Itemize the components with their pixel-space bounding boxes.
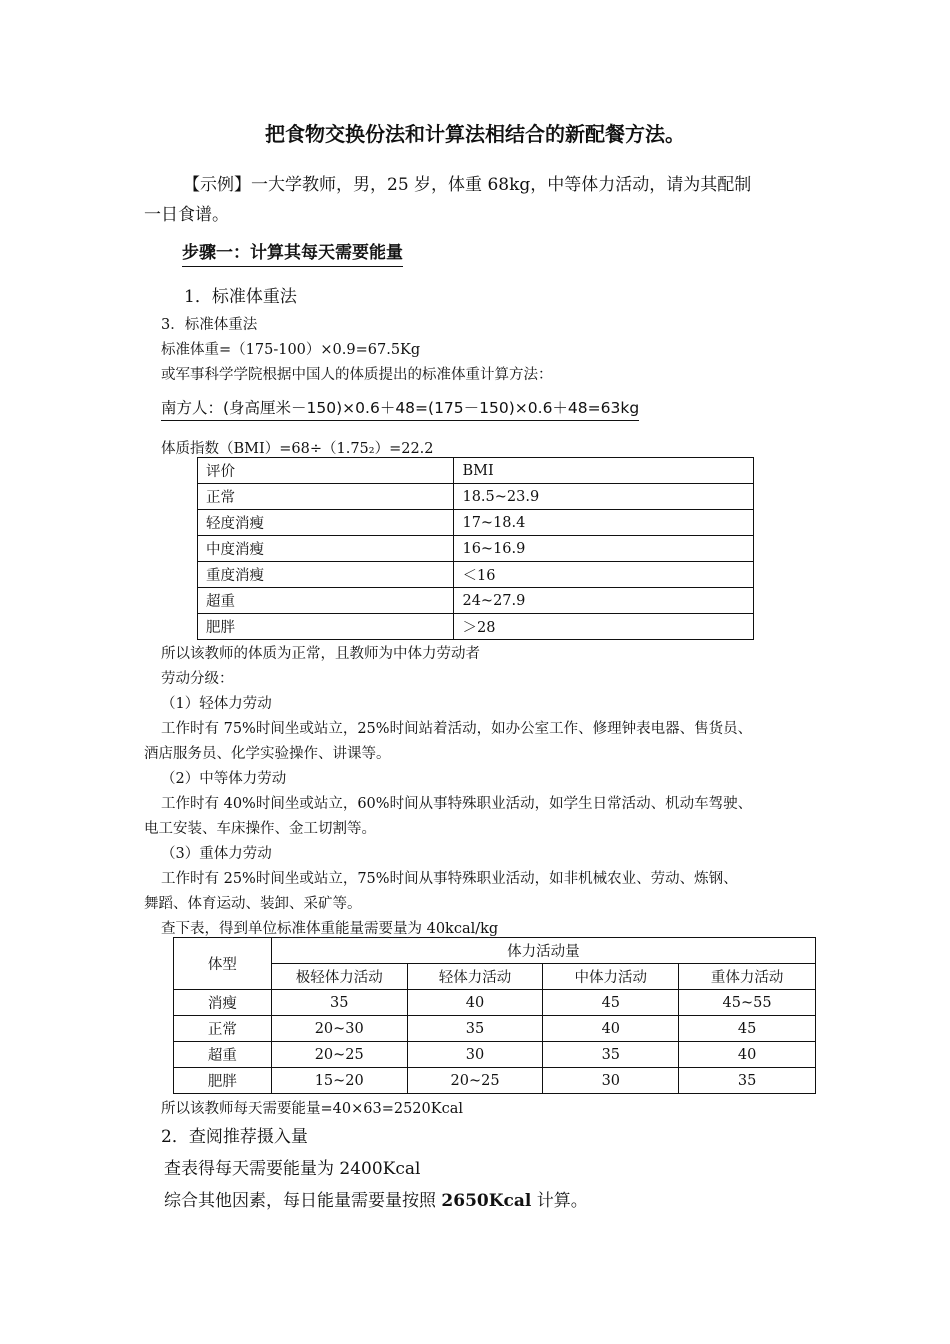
labor-grade-heading: 劳动分级： <box>161 671 234 687</box>
military-method-note: 或军事科学学院根据中国人的体质提出的标准体重计算方法： <box>161 367 553 383</box>
table-row <box>198 536 754 562</box>
table-cell: 45~55 <box>679 990 816 1016</box>
method-standard-weight: 1．标准体重法 <box>184 287 297 307</box>
light-labor-title: （1）轻体力劳动 <box>161 696 272 712</box>
table-cell: 24~27.9 <box>454 588 754 614</box>
table-cell: 35 <box>271 990 407 1016</box>
heavy-labor-desc-2: 舞蹈、体育运动、装卸、采矿等。 <box>144 896 362 912</box>
medium-labor-desc-1: 工作时有 40%时间坐或站立，60%时间从事特殊职业活动，如学生日常活动、机动车驾驶、 <box>161 796 753 812</box>
document-title: 把食物交换份法和计算法相结合的新配餐方法。 <box>265 122 685 146</box>
activity-header: 体力活动量 <box>271 938 815 964</box>
step-one-heading: 步骤一：计算其每天需要能量 <box>182 238 403 267</box>
table-lookup-result: 查表得每天需要能量为 2400Kcal <box>164 1159 421 1179</box>
body-type-header: 体型 <box>174 938 272 990</box>
constitution-conclusion: 所以该教师的体质为正常，且教师为中体力劳动者 <box>161 646 480 662</box>
table-cell: 消瘦 <box>174 990 272 1016</box>
table-row <box>198 510 754 536</box>
final-prefix: 综合其他因素，每日能量需要量按照 <box>164 1191 442 1211</box>
table-cell: 20~25 <box>271 1042 407 1068</box>
table-cell: 正常 <box>174 1016 272 1042</box>
table-cell: 35 <box>543 1042 679 1068</box>
lookup-line: 查下表，得到单位标准体重能量需要量为 40kcal/kg <box>161 921 499 937</box>
table-cell: 18.5~23.9 <box>454 484 754 510</box>
example-line-2: 一日食谱。 <box>144 205 229 225</box>
table-cell: 正常 <box>198 484 454 510</box>
table-cell: 40 <box>407 990 543 1016</box>
heavy-labor-title: （3）重体力劳动 <box>161 846 272 862</box>
table-row <box>174 990 816 1016</box>
table-cell: 35 <box>679 1068 816 1094</box>
method-recommended-intake: 2．查阅推荐摄入量 <box>161 1127 308 1147</box>
south-formula: 南方人：(身高厘米－150)×0.6＋48=(175－150)×0.6＋48=63kg <box>161 396 639 421</box>
table-cell: 超重 <box>198 588 454 614</box>
table-cell: 40 <box>679 1042 816 1068</box>
table-row <box>198 484 754 510</box>
table-cell: 35 <box>407 1016 543 1042</box>
sub-heading-3: 3．标准体重法 <box>161 317 258 333</box>
table-header-cell: BMI <box>454 458 754 484</box>
table-row <box>198 614 754 640</box>
table-cell: 肥胖 <box>174 1068 272 1094</box>
final-energy-value: 2650Kcal <box>441 1191 532 1211</box>
table-cell: 30 <box>407 1042 543 1068</box>
table-cell: 重度消瘦 <box>198 562 454 588</box>
table-row <box>174 1016 816 1042</box>
light-labor-desc-2: 酒店服务员、化学实验操作、讲课等。 <box>144 746 391 762</box>
final-energy-line <box>164 1186 588 1211</box>
table-header-cell: 重体力活动 <box>679 964 816 990</box>
table-cell: ＜16 <box>454 562 754 588</box>
standard-weight-formula: 标准体重=（175-100）×0.9=67.5Kg <box>161 342 421 358</box>
energy-requirement-table <box>173 937 816 1094</box>
energy-result: 所以该教师每天需要能量=40×63=2520Kcal <box>161 1101 463 1117</box>
table-row <box>174 1042 816 1068</box>
table-cell: 20~25 <box>407 1068 543 1094</box>
final-suffix: 计算。 <box>531 1191 588 1211</box>
bmi-table <box>197 457 754 640</box>
table-cell: 30 <box>543 1068 679 1094</box>
table-cell: 20~30 <box>271 1016 407 1042</box>
table-cell: 超重 <box>174 1042 272 1068</box>
example-line-1: 【示例】一大学教师，男，25 岁，体重 68kg，中等体力活动，请为其配制 <box>183 175 752 195</box>
heavy-labor-desc-1: 工作时有 25%时间坐或站立，75%时间从事特殊职业活动，如非机械农业、劳动、炼钢、 <box>161 871 738 887</box>
table-row <box>174 1068 816 1094</box>
table-header-cell: 中体力活动 <box>543 964 679 990</box>
table-cell: ＞28 <box>454 614 754 640</box>
table-cell: 45 <box>543 990 679 1016</box>
table-header-cell: 极轻体力活动 <box>271 964 407 990</box>
table-header-cell: 轻体力活动 <box>407 964 543 990</box>
table-cell: 15~20 <box>271 1068 407 1094</box>
table-row <box>198 588 754 614</box>
light-labor-desc-1: 工作时有 75%时间坐或站立，25%时间站着活动，如办公室工作、修理钟表电器、售货员、 <box>161 721 753 737</box>
table-header-row <box>174 938 816 964</box>
table-cell: 45 <box>679 1016 816 1042</box>
table-header-row <box>198 458 754 484</box>
table-cell: 轻度消瘦 <box>198 510 454 536</box>
table-header-cell: 评价 <box>198 458 454 484</box>
table-cell: 40 <box>543 1016 679 1042</box>
medium-labor-title: （2）中等体力劳动 <box>161 771 287 787</box>
table-cell: 中度消瘦 <box>198 536 454 562</box>
medium-labor-desc-2: 电工安装、车床操作、金工切割等。 <box>144 821 376 837</box>
table-cell: 17~18.4 <box>454 510 754 536</box>
bmi-calculation: 体质指数（BMI）=68÷（1.75₂）=22.2 <box>161 441 434 457</box>
table-cell: 16~16.9 <box>454 536 754 562</box>
table-cell: 肥胖 <box>198 614 454 640</box>
table-row <box>198 562 754 588</box>
